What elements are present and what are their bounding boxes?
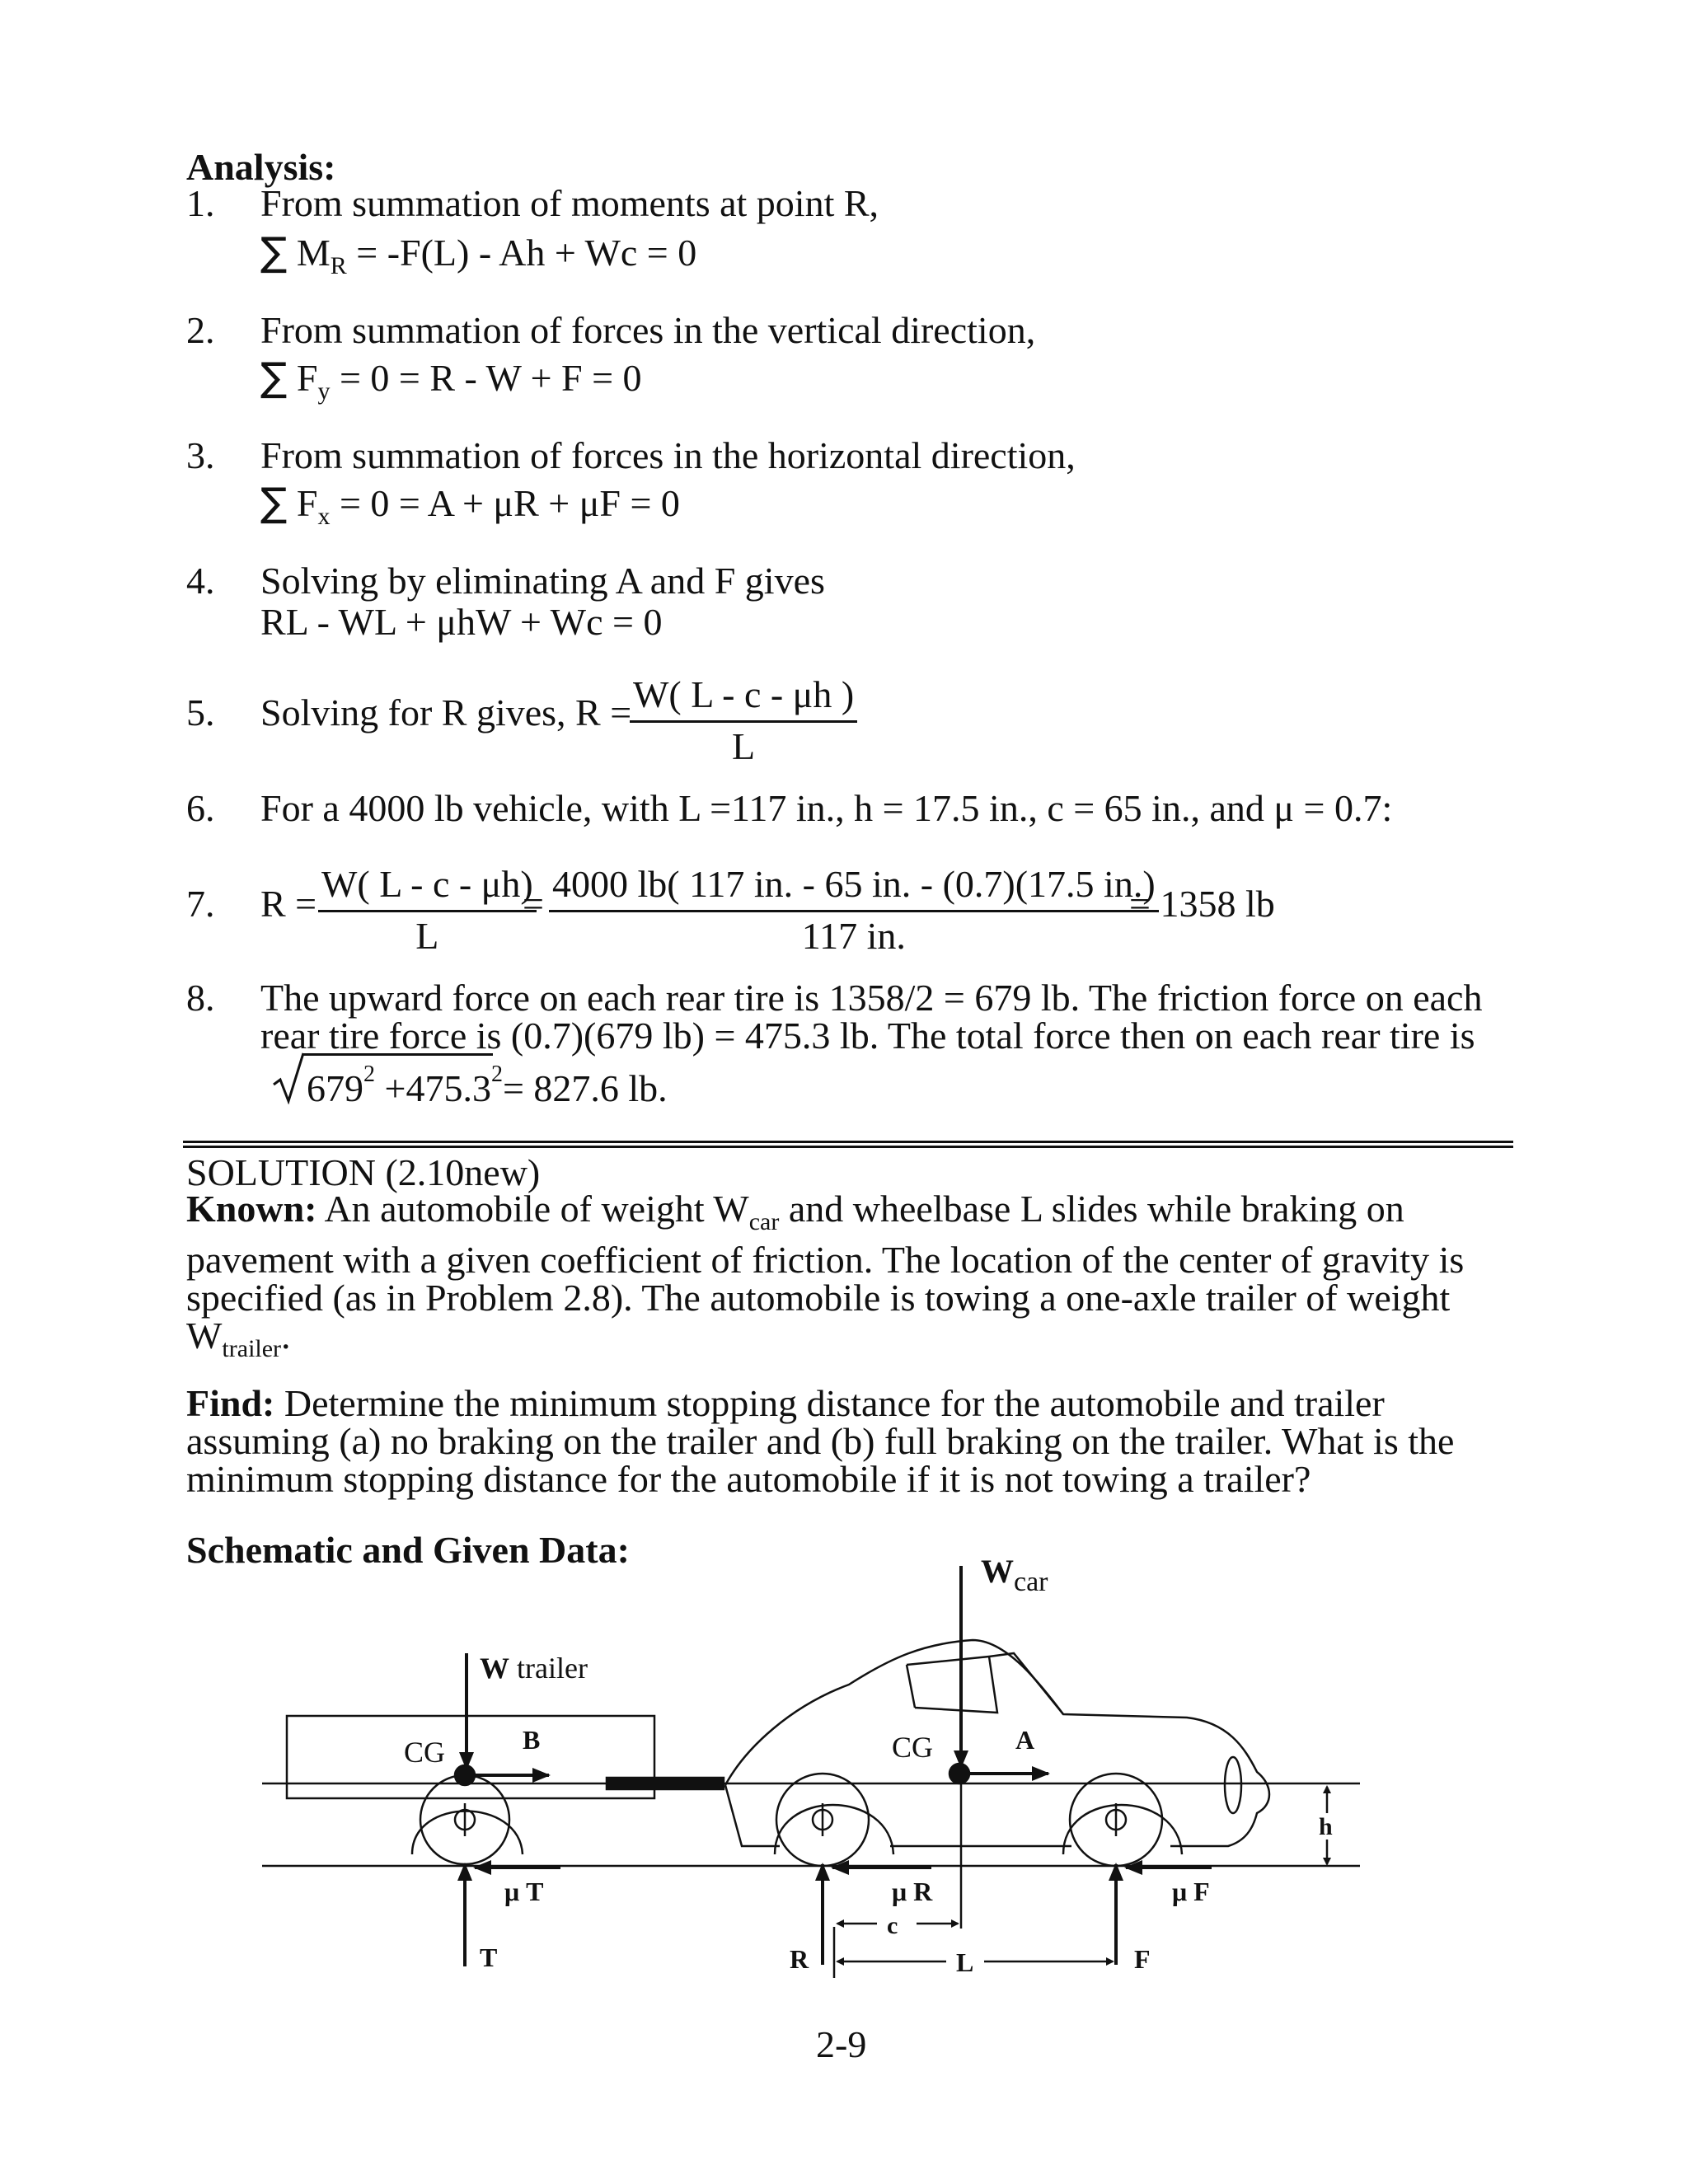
step-8-number: 8.	[186, 977, 215, 1019]
step-8-line-1: The upward force on each rear tire is 1358/2 = 679 lb. The friction force on each	[260, 977, 1483, 1019]
fraction-numerator: W( L - c - μh)	[318, 865, 537, 912]
trailer-body	[287, 1716, 654, 1798]
fraction-denominator: L	[415, 915, 439, 957]
step-1-text: From summation of moments at point R,	[260, 182, 879, 224]
find-line-3: minimum stopping distance for the automobile if it is not towing a trailer?	[186, 1458, 1311, 1500]
step-6-text: For a 4000 lb vehicle, with L =117 in., h = 17.5 in., c = 65 in., and μ = 0.7:	[260, 787, 1393, 829]
step-5-text: Solving for R gives, R =	[260, 691, 632, 733]
mu-r-label: μ R	[892, 1877, 933, 1906]
known-text: and wheelbase L slides while braking on	[779, 1188, 1404, 1230]
c-label: c	[887, 1912, 898, 1939]
f-label: F	[1134, 1944, 1151, 1974]
find-text: Determine the minimum stopping distance for the automobile and trailer	[274, 1382, 1385, 1424]
t-label: T	[480, 1943, 498, 1972]
sqrt-result: = 827.6 lb.	[502, 1067, 668, 1109]
car-headlight	[1225, 1757, 1241, 1813]
summation-symbol: ∑	[260, 354, 288, 401]
eq-rest: = 0 = R - W + F = 0	[330, 357, 642, 399]
known-label: Known:	[186, 1188, 317, 1230]
page-number: 2-9	[816, 2023, 867, 2065]
tow-bar	[607, 1778, 724, 1789]
rear-wheel-arch	[775, 1805, 893, 1854]
find-label: Find:	[186, 1382, 275, 1424]
known-text: An automobile of weight W	[316, 1188, 749, 1230]
analysis-heading: Analysis:	[186, 146, 336, 188]
step-6-number: 6.	[186, 787, 215, 829]
car-body	[725, 1640, 1269, 1846]
eq-subscript: x	[317, 503, 331, 530]
exponent: 2	[490, 1062, 503, 1087]
fraction-numerator: W( L - c - μh )	[630, 676, 857, 723]
car-window	[907, 1653, 1063, 1714]
b-label: B	[523, 1725, 541, 1755]
exponent: 2	[363, 1062, 375, 1087]
step-1-number: 1.	[186, 182, 215, 224]
step-7-text: R =	[260, 883, 317, 925]
summation-symbol: ∑	[260, 229, 288, 275]
w-symbol: W	[186, 1315, 223, 1357]
period: .	[281, 1315, 291, 1357]
a-label: A	[1015, 1725, 1035, 1755]
eq-rest: = -F(L) - Ah + Wc = 0	[346, 232, 697, 274]
sqrt-term-a: 679	[307, 1067, 363, 1109]
find-line-2: assuming (a) no braking on the trailer and (b) full braking on the trailer. What is the	[186, 1420, 1455, 1462]
step-4-text: Solving by eliminating A and F gives	[260, 560, 825, 602]
fraction-numerator: 4000 lb( 117 in. - 65 in. - (0.7)(17.5 in.)	[549, 865, 1159, 912]
w-car-label: $W_{car}$	[981, 1553, 1048, 1597]
eq-symbol: F	[296, 482, 318, 524]
eq-subscript: R	[330, 252, 347, 279]
sqrt-term-b: +475.3	[375, 1067, 491, 1109]
solution-header: SOLUTION (2.10new)	[186, 1151, 541, 1193]
step-2-number: 2.	[186, 309, 215, 351]
step-3-text: From summation of forces in the horizontal direction,	[260, 434, 1076, 476]
trailer-wheel-arch	[412, 1811, 523, 1855]
step-4-equation: RL - WL + μhW + Wc = 0	[260, 601, 663, 643]
step-2-text: From summation of forces in the vertical direction,	[260, 309, 1036, 351]
trailer-cg-label: CG	[404, 1736, 446, 1769]
car-cg-label: CG	[892, 1731, 934, 1764]
step-5-number: 5.	[186, 691, 215, 733]
known-line-3: specified (as in Problem 2.8). The automobile is towing a one-axle trailer of weight	[186, 1277, 1451, 1319]
eq-symbol: F	[296, 357, 318, 399]
mu-f-label: μ F	[1172, 1877, 1210, 1906]
step-7-equals: =	[523, 883, 544, 925]
w-trailer-label: W trailer	[480, 1652, 588, 1685]
fraction-denominator: 117 in.	[801, 915, 906, 957]
step-8-line-2: rear tire force is (0.7)(679 lb) = 475.3 lb. The total force then on each rear tire is	[260, 1015, 1475, 1057]
l-label: L	[956, 1947, 974, 1977]
mu-t-label: μ T	[504, 1877, 544, 1906]
trailer-subscript: trailer	[222, 1335, 282, 1362]
step-7-number: 7.	[186, 883, 215, 925]
eq-rest: = 0 = A + μR + μF = 0	[330, 482, 680, 524]
r-label: R	[790, 1944, 809, 1974]
h-label: h	[1319, 1813, 1333, 1840]
eq-symbol: M	[296, 232, 331, 274]
summation-symbol: ∑	[260, 480, 288, 526]
step-7-result: = 1358 lb	[1129, 883, 1275, 925]
step-4-number: 4.	[186, 560, 215, 602]
schematic-heading: Schematic and Given Data:	[186, 1529, 630, 1571]
step-3-number: 3.	[186, 434, 215, 476]
fraction-denominator: L	[732, 725, 756, 767]
eq-subscript: y	[317, 377, 331, 405]
known-line-2: pavement with a given coefficient of friction. The location of the center of gravity is	[186, 1239, 1465, 1281]
car-subscript: car	[748, 1208, 780, 1235]
